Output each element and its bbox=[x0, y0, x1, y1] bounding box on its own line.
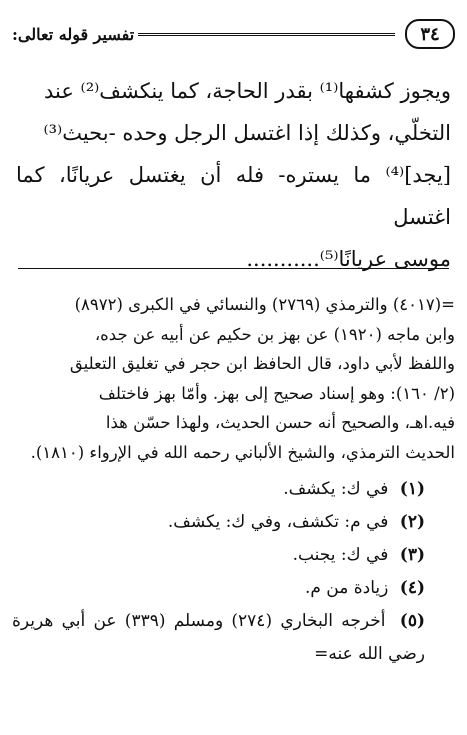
page-number: ٣٤ bbox=[405, 19, 455, 49]
footnote-number: (٤) bbox=[399, 578, 425, 598]
footnote-continuation-line: =(٤٠١٧) والترمذي (٢٧٦٩) والنسائي في الكبرى (٨٩٧٢) bbox=[74, 295, 455, 314]
footnote-item bbox=[12, 506, 455, 539]
footnote-item bbox=[12, 473, 455, 506]
running-title: تفسير قوله تعالى: bbox=[12, 24, 135, 44]
footnote-continuation-line: واللفظ لأبي داود، قال الحافظ ابن حجر في تغليق التعليق bbox=[69, 354, 455, 373]
footnotes-section bbox=[12, 290, 455, 671]
footnote-continuation-line: وابن ماجه (١٩٢٠) عن بهز بن حكيم عن أبيه عن جده، bbox=[94, 324, 455, 344]
footnote-item bbox=[12, 572, 455, 605]
footnote-continuation-line: الحديث الترمذي، والشيخ الألباني رحمه الله في الإرواء (١٨١٠). bbox=[30, 442, 455, 462]
footnote-number: (٥) bbox=[399, 611, 425, 631]
footnote-text: في ك: يكشف. bbox=[283, 479, 389, 499]
main-text bbox=[16, 70, 451, 280]
main-text-line: ويجوز كشفها⁽¹⁾ بقدر الحاجة، كما ينكشف⁽²⁾ عند bbox=[43, 79, 451, 103]
main-text-line: التخلّي، وكذلك إذا اغتسل الرجل وحده -بحيث⁽³⁾ bbox=[43, 121, 451, 145]
footnote-number: (٣) bbox=[399, 545, 425, 565]
footnote-text: في ك: يجنب. bbox=[292, 545, 389, 565]
main-text-line: [يجد]⁽⁴⁾ ما يستره- فله أن يغتسل عريانًا، كما اغتسل bbox=[16, 163, 451, 229]
footnote-text: في م: تكشف، وفي ك: يكشف. bbox=[167, 512, 389, 532]
footnote-divider bbox=[18, 268, 449, 269]
footnote-number: (٢) bbox=[399, 512, 425, 532]
header-rule bbox=[138, 33, 395, 36]
footnote-item bbox=[12, 539, 455, 572]
footnote-continuation-line: (٢/ ١٦٠): وهو إسناد صحيح إلى بهز. وأمّا بهز فاختلف bbox=[98, 383, 455, 403]
footnote-text: زيادة من م. bbox=[304, 578, 389, 598]
footnote-text: أخرجه البخاري (٢٧٤) ومسلم (٣٣٩) عن أبي هريرة رضي الله عنه= bbox=[12, 611, 425, 664]
footnote-continuation-line: فيه.اهـ، والصحيح أنه حسن الحديث، ولهذا حسّن هذا bbox=[105, 413, 455, 432]
main-text-line: موسى عريانًا⁽⁵⁾........... bbox=[246, 247, 451, 271]
footnote-item bbox=[12, 605, 455, 671]
page-header bbox=[12, 14, 455, 54]
footnote-list bbox=[12, 473, 455, 671]
footnote-number: (١) bbox=[399, 479, 425, 499]
